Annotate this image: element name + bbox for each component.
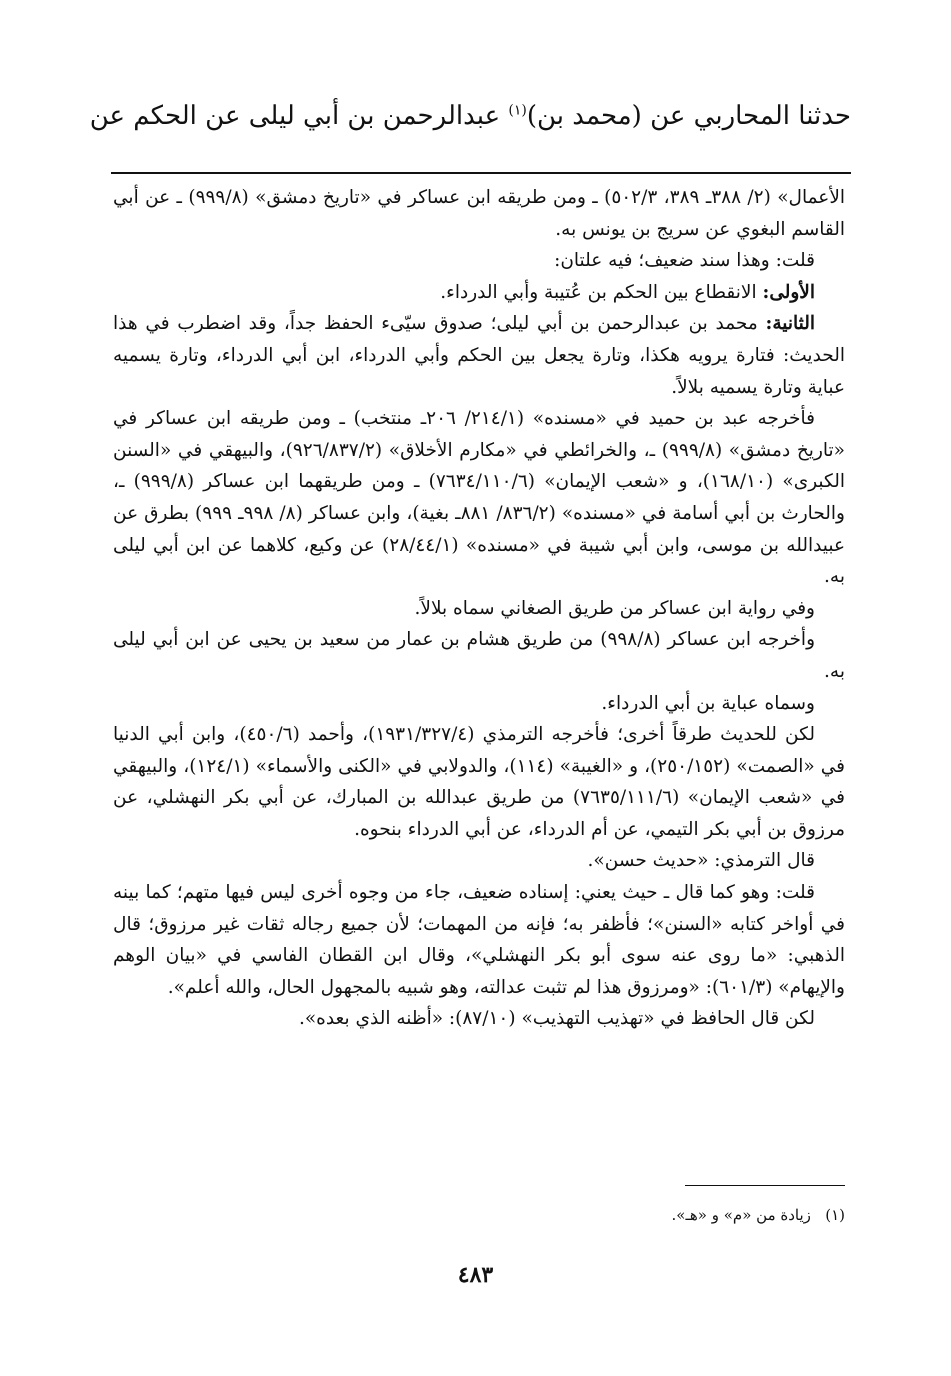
paragraph-3: الأولى: الانقطاع بين الحكم بن عُتيبة وأبي الدرداء.	[440, 281, 815, 303]
footnote-number: (١)	[825, 1206, 845, 1224]
paragraph-1: الأعمال» (٢/ ٣٨٨ـ ٣٨٩، ٥٠٢/٣) ـ ومن طريقه ابن عساكر في «تاريخ دمشق» (٩٩٩/٨) ـ عن أبي القاسم البغوي عن سريج بن يونس به.	[113, 187, 846, 240]
header-divider	[111, 172, 851, 174]
running-text	[89, 96, 851, 136]
commentary-body	[113, 182, 845, 1035]
paragraph-lead: الثانية:	[765, 313, 815, 335]
footnote-reference: (١)	[508, 102, 527, 119]
running-text-part-2: عبدالرحمن بن أبي ليلى عن الحكم عن	[89, 101, 509, 131]
footnote	[345, 1203, 845, 1227]
paragraph-2: قلت: وهذا سند ضعيف؛ فيه علتان:	[554, 250, 815, 272]
paragraph-10: قال الترمذي: «حديث حسن».	[587, 850, 815, 872]
footnote-divider	[685, 1185, 845, 1186]
paragraph-8: وسماه عباية بن أبي الدرداء.	[601, 692, 815, 714]
paragraph-7: وأخرجه ابن عساكر (٩٩٨/٨) من طريق هشام بن عمار من سعيد بن يحيى عن ابن أبي ليلى به.	[113, 629, 845, 682]
paragraph-5: فأخرجه عبد بن حميد في «مسنده» (٢١٤/١/ ٢٠٦ـ منتخب) ـ ومن طريقه ابن عساكر في «تاريخ دمشق» (٩٩٩/٨) ـ، والخرائطي في «مكارم الأخلاق» (٩٢٦/٨٣٧/٢)، والبيهقي في «السنن الكبرى» (١٦٨/١٠)، و «شعب الإيمان» (٧٦٣٤/١١٠/٦) ـ ومن طريقهما ابن عساكر (٩٩٩/٨) ـ، والحارث بن أبي أسامة في «مسنده» (٨٣٦/٢/ ٨٨١ـ بغية)، وابن عساكر (٨/ ٩٩٨ـ ٩٩٩) بطرق عن عبيدالله بن موسى، وابن أبي شيبة في «مسنده» (٢٨/٤٤/١) عن وكيع، كلاهما عن ابن أبي ليلى به.	[113, 408, 846, 588]
footnote-text: زيادة من «م» و «هـ».	[671, 1206, 811, 1224]
paragraph-6: وفي رواية ابن عساكر من طريق الصغاني سماه بلالاً.	[414, 597, 815, 619]
paragraph-9: لكن للحديث طرقاً أخرى؛ فأخرجه الترمذي (١٩٣١/٣٢٧/٤)، وأحمد (٤٥٠/٦)، وابن أبي الدنيا في «الصمت» (٢٥٠/١٥٢)، و «الغيبة» (١١٤)، والدولابي في «الكنى والأسماء» (١٢٤/١)، والبيهقي في «شعب الإيمان» (٧٦٣٥/١١١/٦) من طريق عبدالله بن المبارك، عن أبي بكر النهشلي، عن مرزوق بن أبي بكر التيمي، عن أم الدرداء، عن أبي الدرداء بنحوه.	[113, 724, 846, 840]
running-text-part-1: حدثنا المحاربي عن (محمد بن)	[526, 101, 851, 131]
paragraph-12: لكن قال الحافظ في «تهذيب التهذيب» (٨٧/١٠): «أظنه الذي بعده».	[298, 1008, 815, 1030]
paragraph-lead: الأولى:	[762, 281, 815, 303]
paragraph-11: قلت: وهو كما قال ـ حيث يعني: إسناده ضعيف، جاء من وجوه أخرى ليس فيها متهم؛ كما بينه في أواخر كتابه «السنن»؛ فأظفر به؛ فإنه من المهمات؛ لأن جميع رجاله ثقات غير مرزوق؛ قال الذهبي: «ما روى عنه سوى أبو بكر النهشلي»، وقال ابن القطان الفاسي في «بيان الوهم والإيهام» (٦٠١/٣): «ومرزوق هذا لم تثبت عدالته، وهو شبيه بالمجهول الحال، والله أعلم».	[113, 882, 845, 998]
paragraph-4: الثانية: محمد بن عبدالرحمن بن أبي ليلى؛ صدوق سيّىء الحفظ جداً، وقد اضطرب في هذا الحديث: فتارة يرويه هكذا، وتارة يجعل بين الحكم وأبي الدرداء، ابن أبي الدرداء، وتارة يسميه عباية وتارة يسميه بلالاً.	[113, 313, 845, 398]
page-number: ٤٨٣	[457, 1262, 494, 1288]
